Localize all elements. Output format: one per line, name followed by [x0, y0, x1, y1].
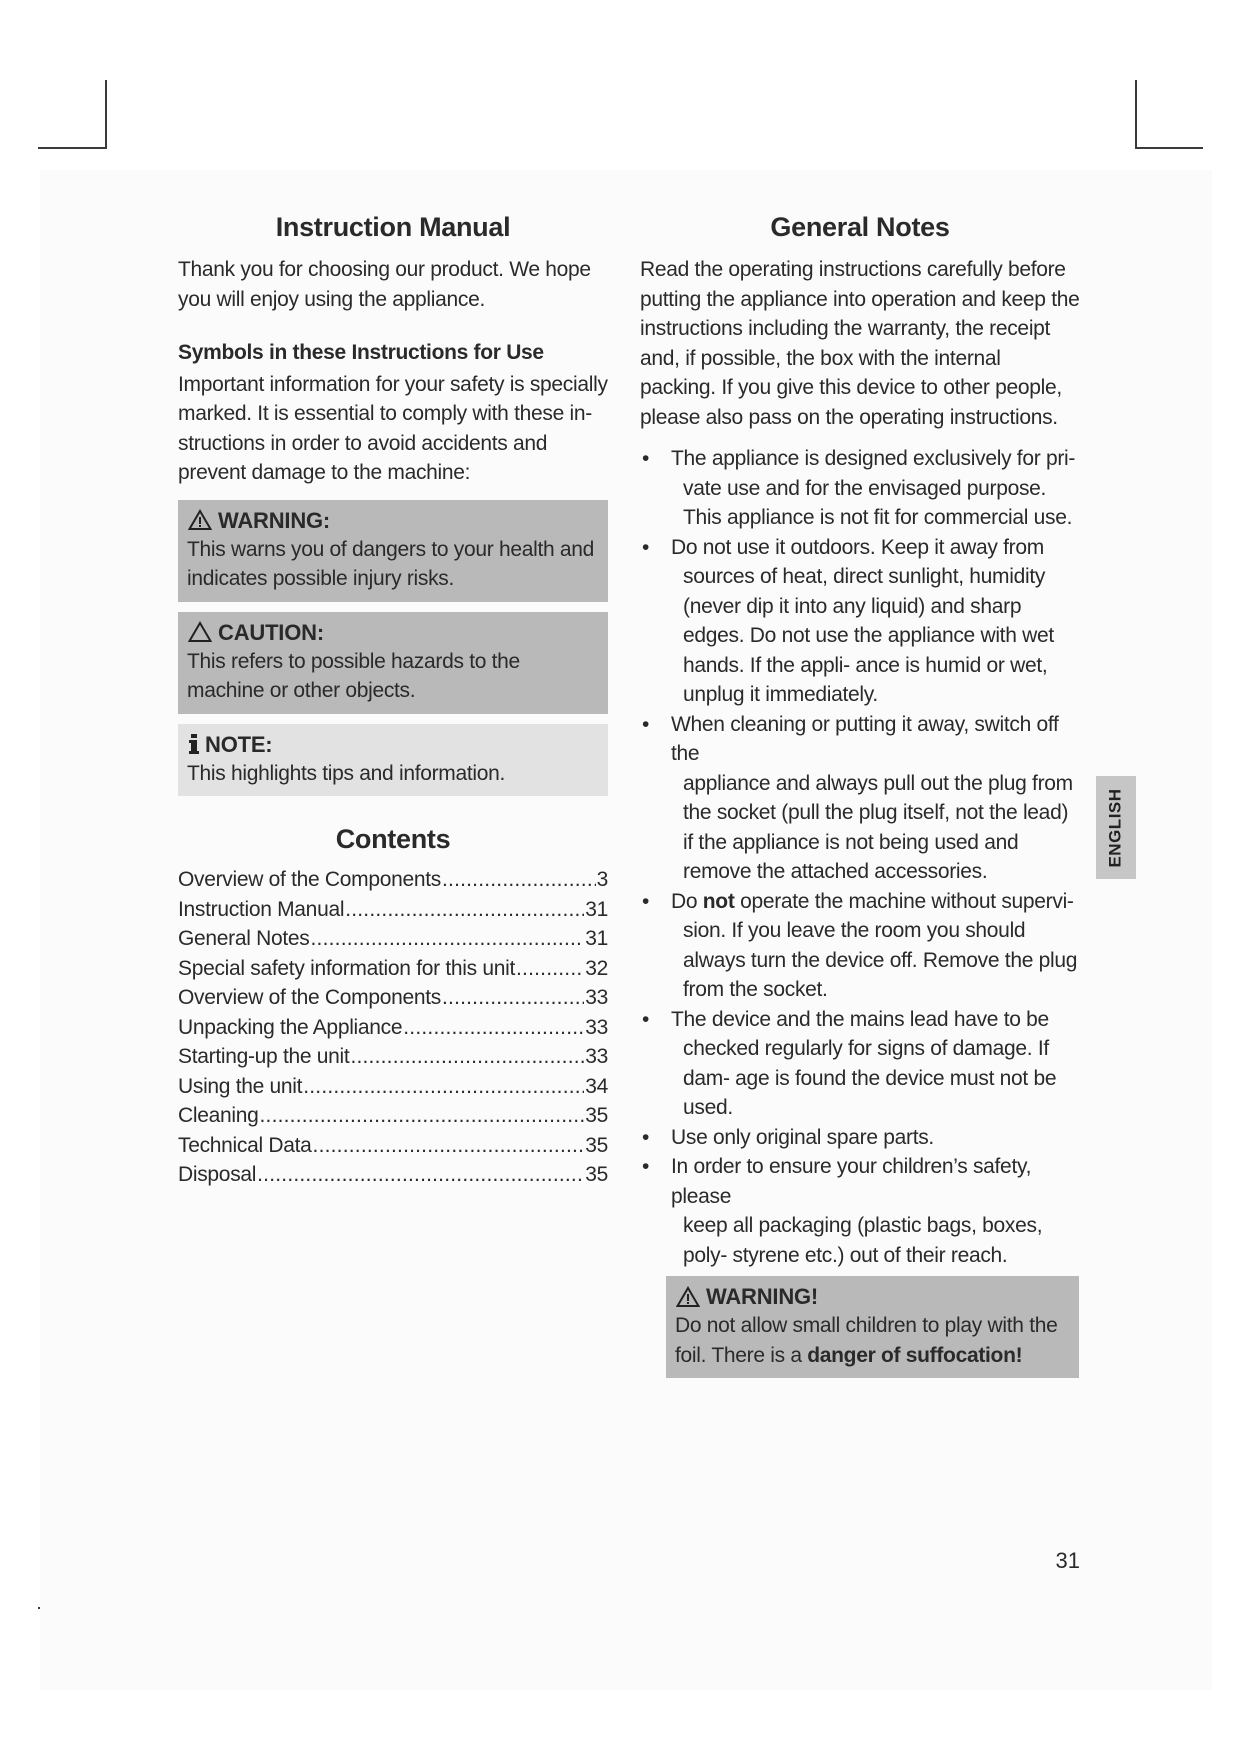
note-text: This highlights tips and information.: [187, 761, 506, 785]
list-item: • In order to ensure your children’s safety, please keep all packaging (plastic bags, boxes, poly- styrene etc.) out of their reach.: [642, 1155, 1043, 1267]
left-column: [178, 212, 608, 1190]
caution-title: [187, 618, 600, 647]
toc-entry[interactable]: General Notes ..... 31: [178, 924, 608, 954]
caution-triangle-icon: [187, 620, 213, 644]
caution-text: This refers to possible hazards to the machine or other objects.: [187, 649, 520, 702]
right-column: [640, 212, 1080, 1378]
toc-entry[interactable]: Cleaning ..... 35: [178, 1101, 608, 1131]
language-tab: [1096, 776, 1136, 879]
note-title: [187, 730, 600, 759]
toc-entry[interactable]: Disposal ..... 35: [178, 1160, 608, 1190]
contents-list: [178, 865, 608, 1190]
toc-entry[interactable]: Unpacking the Appliance ..... 33: [178, 1013, 608, 1043]
list-item: • When cleaning or putting it away, switch off the appliance and always pull out the plug from the socket (pull the plug itself, not the lead) if the appliance is not being used and remove the attached accessories.: [642, 712, 1073, 883]
suffocation-warning-title-text: WARNING!: [706, 1284, 819, 1309]
list-item: • The appliance is designed exclusively for pri- vate use and for the envisaged purpose. This appliance is not fit for commercial use.: [642, 447, 1076, 529]
toc-entry[interactable]: Special safety information for this unit ..... 32: [178, 954, 608, 984]
crop-mark-top-right-horizontal: [1135, 147, 1203, 149]
warning-title: [187, 506, 600, 535]
warning-box: [178, 500, 608, 602]
crop-mark-top-right-vertical: [1135, 80, 1137, 148]
list-item: • Use only original spare parts.: [642, 1125, 934, 1149]
language-tab-label: ENGLISH: [1106, 787, 1125, 868]
safety-bullet-list: [640, 444, 1080, 1270]
warning-triangle-icon: [675, 1285, 701, 1309]
toc-entry[interactable]: Overview of the Components ..... 33: [178, 983, 608, 1013]
suffocation-warning-title: [675, 1282, 1071, 1311]
symbols-heading: Symbols in these Instructions for Use: [178, 341, 544, 364]
note-box: [178, 724, 608, 797]
toc-entry[interactable]: Starting-up the unit ..... 33: [178, 1042, 608, 1072]
instruction-manual-title: Instruction Manual: [275, 212, 511, 242]
toc-entry[interactable]: Instruction Manual ..... 31: [178, 895, 608, 925]
caution-title-text: CAUTION:: [218, 619, 324, 645]
note-title-text: NOTE:: [205, 731, 273, 757]
toc-entry[interactable]: Technical Data ..... 35: [178, 1131, 608, 1161]
info-icon: [187, 732, 201, 756]
warning-text: This warns you of dangers to your health and indicates possible injury risks.: [187, 537, 595, 590]
crop-mark-top-left-vertical: [105, 80, 107, 148]
warning-title-text: WARNING:: [218, 507, 331, 533]
list-item: • The device and the mains lead have to be checked regularly for signs of damage. If dam- age is found the device must not be used.: [642, 1007, 1057, 1119]
symbols-text: Important information for your safety is specially marked. It is essential to comply with these in- structions in order to avoid accidents and prevent damage to the machine:: [178, 372, 608, 484]
page-number: 31: [1055, 1548, 1080, 1573]
caution-box: [178, 612, 608, 714]
general-notes-title: General Notes: [770, 212, 950, 242]
warning-triangle-icon: [187, 508, 213, 532]
suffocation-warning-box: [666, 1276, 1079, 1378]
general-notes-intro: Read the operating instructions carefully before putting the appliance into operation and keep the instructions including the warranty, the receipt and, if possible, the box with the internal packing. If you give this device to other people, please also pass on the operating instructions.: [640, 258, 1080, 429]
toc-entry[interactable]: Overview of the Components ..... 3: [178, 865, 608, 895]
toc-entry[interactable]: Using the unit ..... 34: [178, 1072, 608, 1102]
suffocation-warning-text: Do not allow small children to play with the foil. There is a danger of suffocation!: [675, 1314, 1058, 1367]
list-item: • Do not operate the machine without supervi- sion. If you leave the room you should always turn the device off. Remove the plug from the socket.: [642, 889, 1078, 1001]
contents-title: Contents: [335, 824, 451, 854]
crop-mark-top-left-horizontal: [38, 147, 107, 149]
intro-text: Thank you for choosing our product. We hope you will enjoy using the appliance.: [178, 258, 591, 311]
list-item: • Do not use it outdoors. Keep it away from sources of heat, direct sunlight, humidity (never dip it into any liquid) and sharp edges. Do not use the appliance with wet hands. If the appli- ance is humid or wet, unplug it immediately.: [642, 535, 1054, 706]
